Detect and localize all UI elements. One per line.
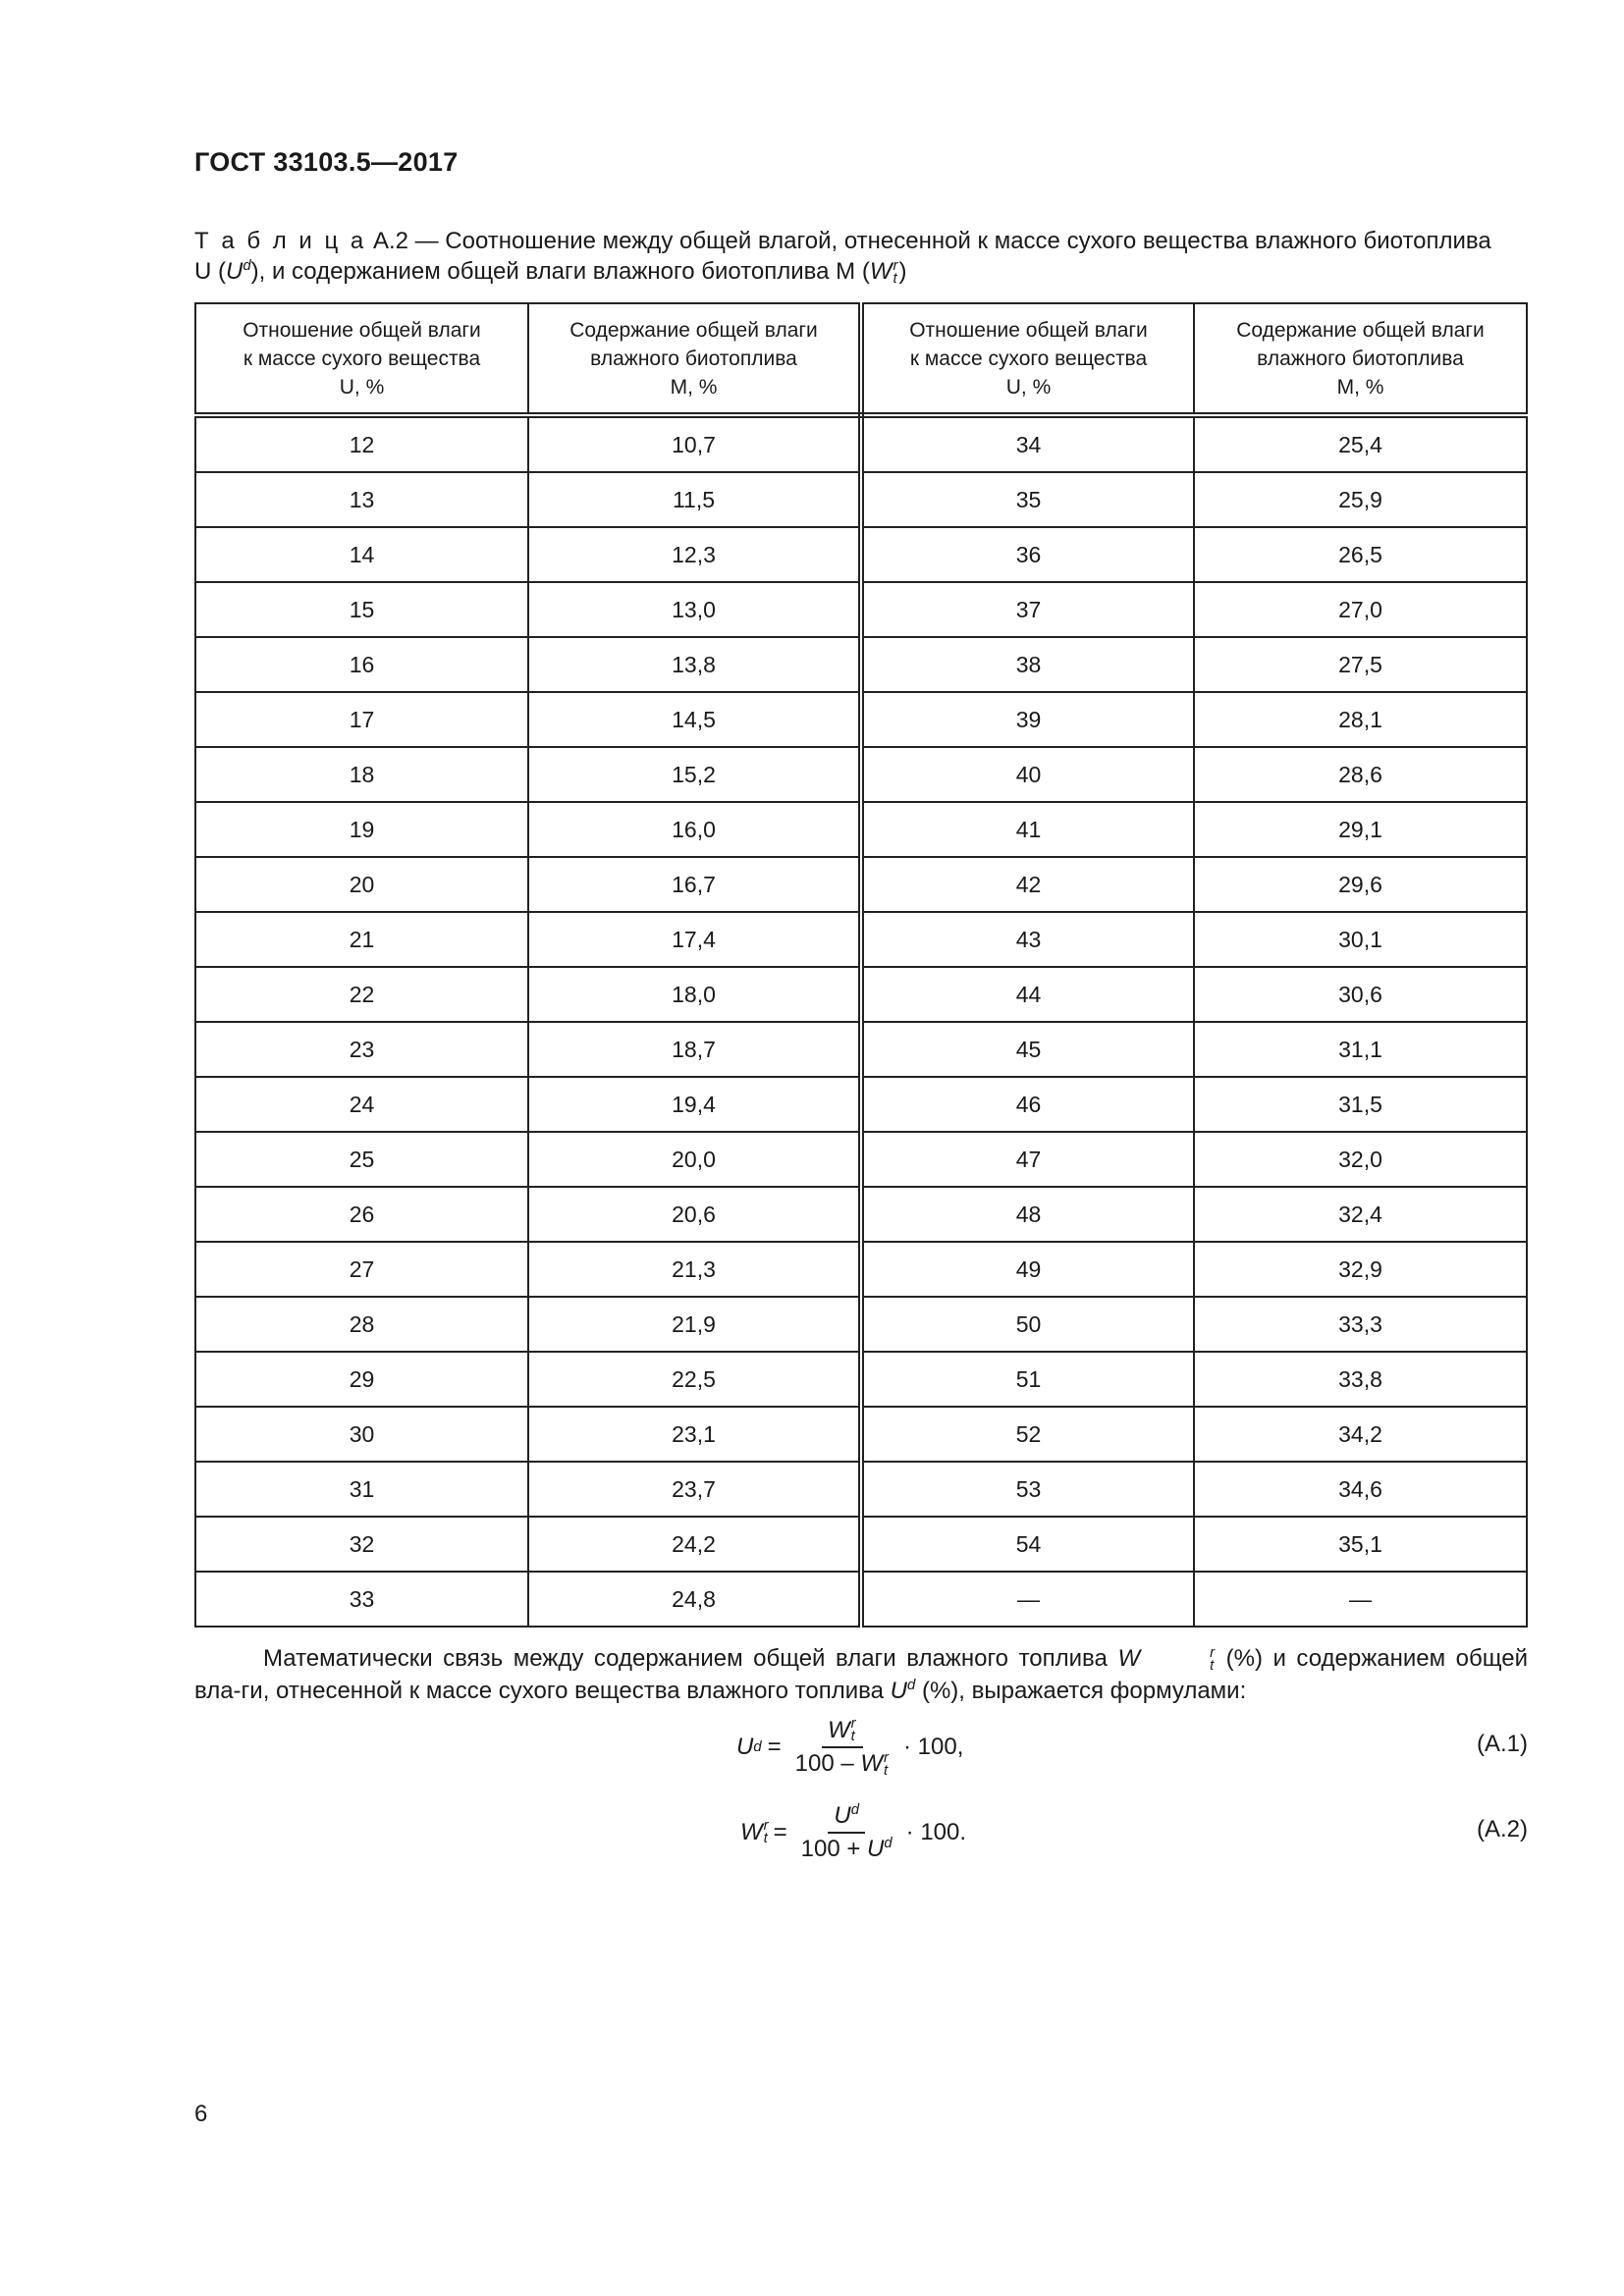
caption-number: А.2 (372, 228, 408, 254)
table-cell: 24 (195, 1077, 528, 1132)
table-cell: 34,6 (1194, 1462, 1527, 1517)
denominator (789, 1748, 895, 1778)
subscript-t: t (893, 270, 897, 287)
symbol-W: W (828, 1716, 850, 1743)
table-cell: — (861, 1572, 1194, 1627)
table-row (195, 527, 1527, 582)
table-cell: 16 (195, 637, 528, 692)
table-cell: 28,1 (1194, 692, 1527, 747)
table-cell: 37 (861, 582, 1194, 637)
header-cell (528, 303, 861, 415)
table-cell: 50 (861, 1297, 1194, 1352)
table-cell: 31,5 (1194, 1077, 1527, 1132)
header-cell (861, 303, 1194, 415)
table-cell: 45 (861, 1022, 1194, 1077)
explanatory-paragraph (194, 1642, 1528, 1707)
document-code-header: ГОСТ 33103.5—2017 (194, 147, 459, 177)
table-cell: 15 (195, 582, 528, 637)
superscript-r: r (893, 257, 898, 274)
table-row (195, 967, 1527, 1022)
caption-line-2 (194, 256, 1520, 287)
header-line: Отношение общей влаги (243, 318, 481, 342)
symbol-U: U (867, 1836, 885, 1862)
table-cell: 21,3 (528, 1242, 861, 1297)
equals-sign: = (767, 1734, 782, 1760)
caption-label: Т а б л и ц а (194, 228, 367, 254)
table-cell: 17,4 (528, 912, 861, 967)
formula-a2-expression (740, 1789, 966, 1877)
denominator-text: 100 + (800, 1836, 868, 1862)
table-cell: 28,6 (1194, 747, 1527, 802)
table-cell: 16,0 (528, 802, 861, 857)
table-cell: 14 (195, 527, 528, 582)
table-cell: 18,0 (528, 967, 861, 1022)
header-cell (1194, 303, 1527, 415)
table-row (195, 1407, 1527, 1462)
symbol-U: U (736, 1734, 754, 1760)
table-row (195, 1132, 1527, 1187)
multiplier: · 100, (903, 1734, 964, 1760)
table-cell: 27,0 (1194, 582, 1527, 637)
table-caption (194, 226, 1520, 287)
script-stack (1141, 1646, 1215, 1674)
table-cell: 19 (195, 802, 528, 857)
table-cell: 32,4 (1194, 1187, 1527, 1242)
table-row (195, 1297, 1527, 1352)
formula-number: (А.1) (1476, 1731, 1528, 1757)
superscript-r: r (850, 1716, 856, 1733)
formula-number: (А.2) (1476, 1816, 1528, 1842)
table-cell: 21 (195, 912, 528, 967)
table-cell: 27 (195, 1242, 528, 1297)
caption-text-1: — Соотношение между общей влагой, отнесенной к массе сухого вещества влажного биотоплива (407, 228, 1491, 254)
table-cell: 29 (195, 1352, 528, 1407)
formula-a1 (0, 1703, 1624, 1791)
fraction (795, 1802, 898, 1863)
equals-sign: = (773, 1819, 787, 1845)
table-cell: 26,5 (1194, 527, 1527, 582)
table-cell: 15,2 (528, 747, 861, 802)
table-cell: 48 (861, 1187, 1194, 1242)
table-cell: 36 (861, 527, 1194, 582)
table-cell: 20,0 (528, 1132, 861, 1187)
caption-text-2a: U ( (194, 258, 226, 285)
header-line: Отношение общей влаги (909, 318, 1148, 342)
table-cell: 46 (861, 1077, 1194, 1132)
subscript-t: t (884, 1762, 889, 1779)
table-cell: 23 (195, 1022, 528, 1077)
caption-line-1 (194, 226, 1520, 256)
header-cell (195, 303, 528, 415)
table-cell: 24,2 (528, 1517, 861, 1572)
numerator (822, 1717, 863, 1748)
table-cell: 53 (861, 1462, 1194, 1517)
table-row (195, 857, 1527, 912)
table-cell: 23,7 (528, 1462, 861, 1517)
superscript-r: r (884, 1749, 889, 1766)
table-row (195, 1022, 1527, 1077)
formula-a1-expression: U d = W r t 100 – W r t · 100, (736, 1716, 964, 1779)
denominator (795, 1834, 898, 1863)
table-row (195, 415, 1527, 472)
superscript-r: r (763, 1818, 769, 1835)
table-cell: 43 (861, 912, 1194, 967)
table-cell: 32,9 (1194, 1242, 1527, 1297)
header-line: U, % (339, 375, 385, 399)
table-cell: 39 (861, 692, 1194, 747)
moisture-table (194, 302, 1528, 1628)
script-stack (764, 1819, 769, 1846)
table-cell: 33,3 (1194, 1297, 1527, 1352)
paragraph-text-2: (%) и содержанием общей вла-ги, отнесенной к массе сухого вещества влажного топлива (194, 1645, 1528, 1704)
subscript-t: t (850, 1729, 855, 1745)
table-cell: 26 (195, 1187, 528, 1242)
table-cell: 34,2 (1194, 1407, 1527, 1462)
script-stack (893, 259, 897, 287)
page-number: 6 (194, 2101, 208, 2127)
table-cell: 12 (195, 415, 528, 472)
table-cell: 12,3 (528, 527, 861, 582)
table-cell: 47 (861, 1132, 1194, 1187)
header-line: к массе сухого вещества (909, 347, 1148, 370)
table-cell: 20,6 (528, 1187, 861, 1242)
table-cell: 32,0 (1194, 1132, 1527, 1187)
table-row (195, 1187, 1527, 1242)
formula-a2 (0, 1789, 1624, 1877)
table-cell: 25,9 (1194, 472, 1527, 527)
superscript-r: r (1210, 1644, 1216, 1661)
superscript-d: d (850, 1801, 859, 1818)
table-cell: 27,5 (1194, 637, 1527, 692)
symbol-U: U (834, 1802, 851, 1829)
table-row (195, 1077, 1527, 1132)
header-line: влажного биотоплива (1257, 347, 1464, 370)
table-cell: 33,8 (1194, 1352, 1527, 1407)
header-line: Содержание общей влаги (1236, 318, 1485, 342)
fraction (789, 1717, 895, 1779)
superscript-d: d (884, 1835, 893, 1851)
table-row (195, 747, 1527, 802)
table-cell: 10,7 (528, 415, 861, 472)
table-cell: 44 (861, 967, 1194, 1022)
table-cell: 23,1 (528, 1407, 861, 1462)
paragraph-text-3: (%), выражается формулами: (915, 1678, 1247, 1704)
table-row (195, 472, 1527, 527)
table-cell: 49 (861, 1242, 1194, 1297)
table-cell: 18 (195, 747, 528, 802)
subscript-t: t (763, 1830, 768, 1846)
symbol-W: W (860, 1750, 884, 1777)
header-line: влажного биотоплива (590, 347, 797, 370)
table-cell: 19,4 (528, 1077, 861, 1132)
table-cell: 42 (861, 857, 1194, 912)
table-cell: 31 (195, 1462, 528, 1517)
table-cell: 51 (861, 1352, 1194, 1407)
table-cell: 34 (861, 415, 1194, 472)
table-cell: 24,8 (528, 1572, 861, 1627)
table-cell: 35 (861, 472, 1194, 527)
symbol-U: U (226, 258, 244, 285)
caption-text-2c: ) (898, 258, 907, 285)
table-cell: — (1194, 1572, 1527, 1627)
table-cell: 29,1 (1194, 802, 1527, 857)
table-row (195, 802, 1527, 857)
table-row (195, 1462, 1527, 1517)
numerator (828, 1802, 865, 1834)
table-cell: 13 (195, 472, 528, 527)
table-row (195, 1242, 1527, 1297)
symbol-W: W (1117, 1645, 1141, 1672)
superscript-d: d (243, 257, 251, 274)
table-cell: 35,1 (1194, 1517, 1527, 1572)
table-cell: 25,4 (1194, 415, 1527, 472)
paragraph-text-1: Математически связь между содержанием общей влаги влажного топлива (263, 1645, 1118, 1672)
symbol-W: W (869, 258, 893, 285)
symbol-W: W (740, 1819, 763, 1845)
table-cell: 30 (195, 1407, 528, 1462)
header-line: Содержание общей влаги (569, 318, 818, 342)
table-cell: 18,7 (528, 1022, 861, 1077)
header-line: M, % (670, 375, 718, 399)
header-line: U, % (1005, 375, 1052, 399)
table-cell: 30,1 (1194, 912, 1527, 967)
table-row (195, 1572, 1527, 1627)
table-cell: 22,5 (528, 1352, 861, 1407)
symbol-U: U (890, 1678, 907, 1704)
table-row (195, 1517, 1527, 1572)
script-stack (851, 1717, 856, 1744)
table-cell: 20 (195, 857, 528, 912)
header-line: M, % (1336, 375, 1384, 399)
table-cell: 29,6 (1194, 857, 1527, 912)
table-cell: 41 (861, 802, 1194, 857)
table-cell: 13,8 (528, 637, 861, 692)
table-row (195, 582, 1527, 637)
table-row (195, 912, 1527, 967)
table-header-row (195, 303, 1527, 415)
script-stack (884, 1751, 889, 1779)
table-cell: 30,6 (1194, 967, 1527, 1022)
table-cell: 13,0 (528, 582, 861, 637)
table-cell: 40 (861, 747, 1194, 802)
table-row (195, 1352, 1527, 1407)
superscript-d: d (907, 1677, 916, 1693)
table-cell: 54 (861, 1517, 1194, 1572)
table-cell: 52 (861, 1407, 1194, 1462)
table-cell: 22 (195, 967, 528, 1022)
table-cell: 17 (195, 692, 528, 747)
caption-text-2b: ), и содержанием общей влаги влажного биотоплива M ( (250, 258, 870, 285)
subscript-t: t (1210, 1657, 1215, 1674)
table-cell: 31,1 (1194, 1022, 1527, 1077)
table-row (195, 637, 1527, 692)
table-cell: 21,9 (528, 1297, 861, 1352)
table-cell: 25 (195, 1132, 528, 1187)
table-cell: 14,5 (528, 692, 861, 747)
table-cell: 28 (195, 1297, 528, 1352)
table-row (195, 692, 1527, 747)
table-cell: 16,7 (528, 857, 861, 912)
table-cell: 33 (195, 1572, 528, 1627)
header-line: к массе сухого вещества (243, 347, 481, 370)
denominator-text: 100 – (794, 1750, 861, 1777)
table-cell: 38 (861, 637, 1194, 692)
table-cell: 32 (195, 1517, 528, 1572)
table-cell: 11,5 (528, 472, 861, 527)
multiplier: · 100. (905, 1819, 967, 1845)
